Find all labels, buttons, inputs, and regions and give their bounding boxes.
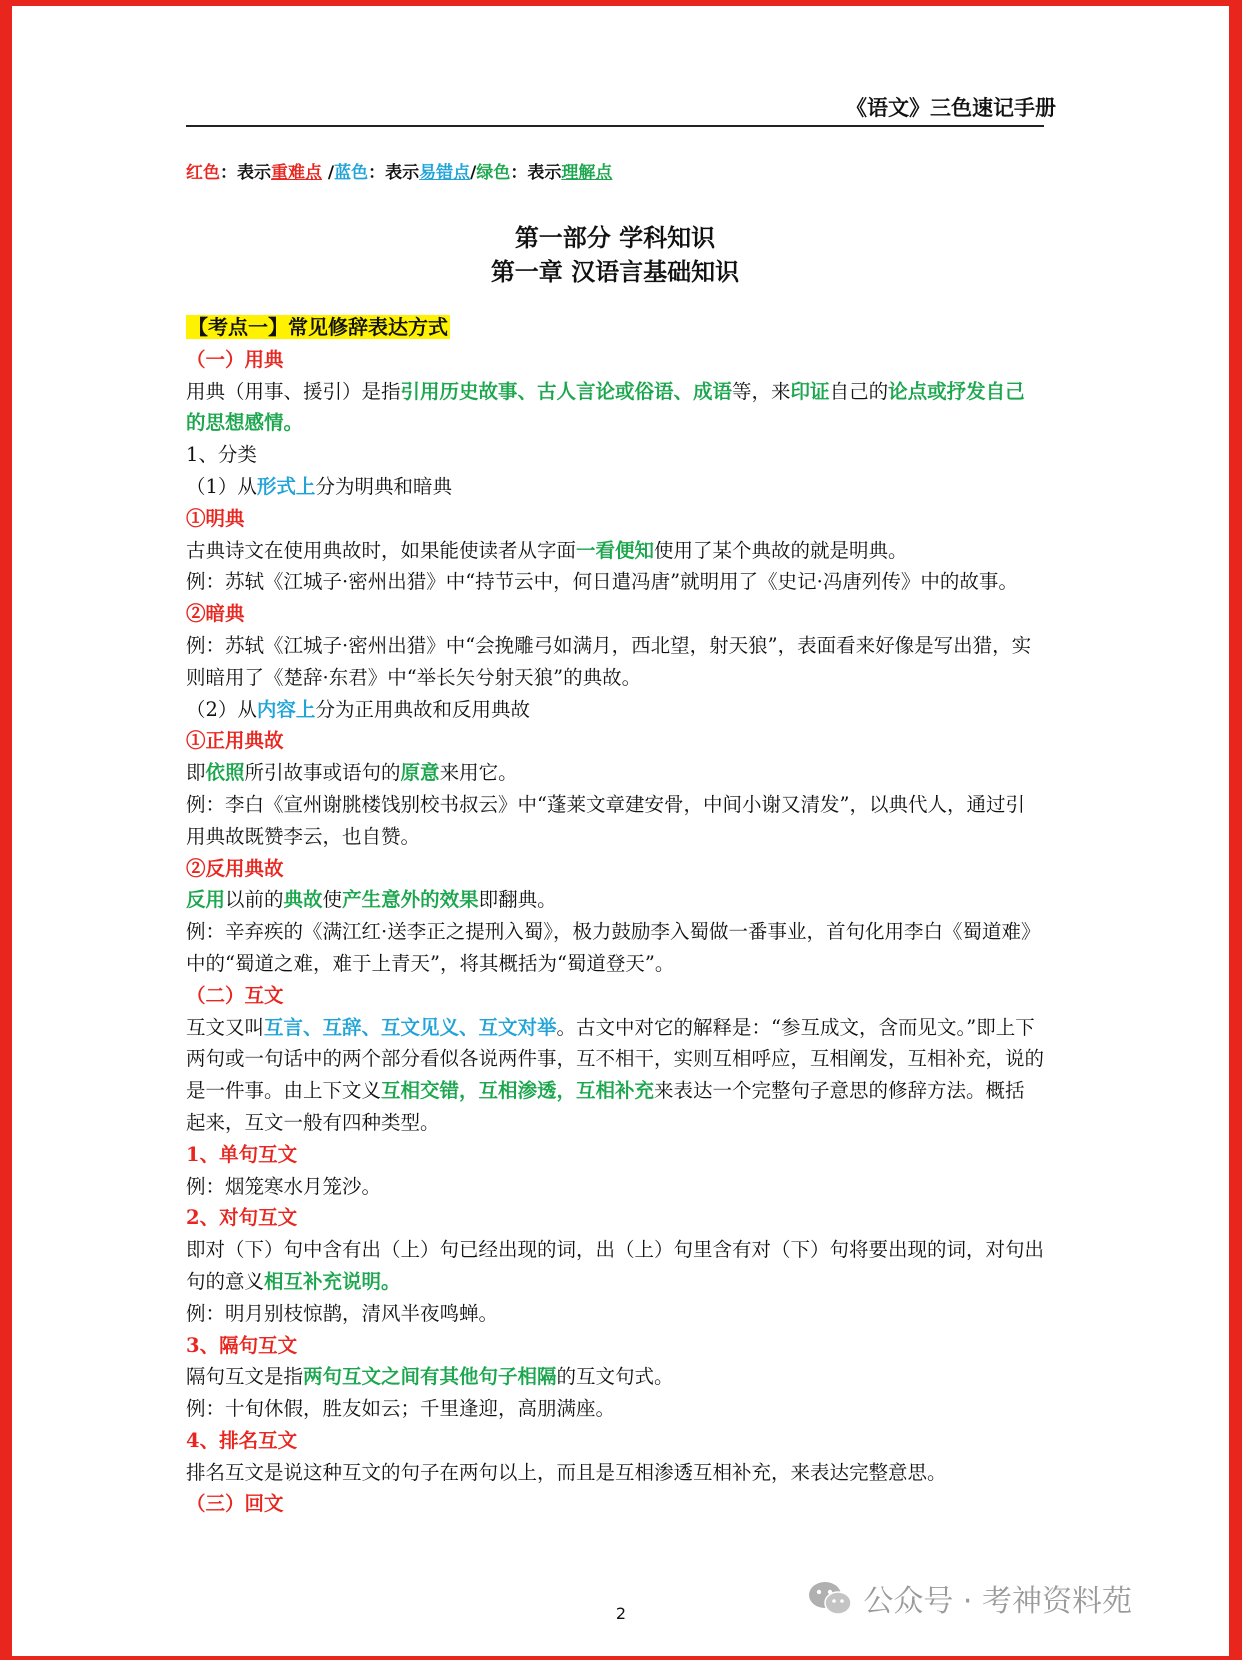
section-title: （一）用典 (186, 347, 284, 371)
example: 例：烟笼寒水月笼沙。 (186, 1174, 382, 1198)
subsection-title: 2、对句互文 (186, 1206, 298, 1230)
paragraph: （1）从形式上分为明典和暗典 (186, 474, 452, 498)
subsection-title: ②暗典 (186, 602, 245, 626)
paragraph: 即对（下）句中含有出（上）句已经出现的词，出（上）句里含有对（下）句将要出现的词，对句出句的意义相互补充说明。 (186, 1238, 1045, 1293)
subsection-title: 4、排名互文 (186, 1428, 298, 1452)
legend-green-desc: ：表示 (510, 163, 562, 183)
watermark (807, 1576, 1132, 1620)
paragraph: 反用以前的典故使产生意外的效果即翻典。 (186, 888, 557, 912)
document-body (186, 312, 1044, 1520)
example: 例：李白《宣州谢朓楼饯别校书叔云》中“蓬莱文章建安骨，中间小谢又清发”，以典代人，通过引用典故既赞李云，也自赞。 (186, 792, 1025, 848)
legend-blue-label: 蓝色 (334, 163, 369, 183)
legend-blue-key: 易错点 (419, 163, 471, 183)
chapter-title: 第一章 汉语言基础知识 (490, 257, 740, 286)
example: 例：明月别枝惊鹊，清风半夜鸣蝉。 (186, 1301, 499, 1325)
paragraph: 隔句互文是指两句互文之间有其他句子相隔的互文句式。 (186, 1365, 674, 1389)
kaodian-heading: 【考点一】常见修辞表达方式 (188, 315, 448, 339)
legend-sep: / (322, 163, 335, 183)
subsection-title: ①正用典故 (186, 729, 284, 753)
legend-red-key: 重难点 (271, 163, 322, 183)
subsection-title: ①明典 (186, 506, 245, 530)
wechat-icon (807, 1580, 853, 1616)
paragraph: 排名互文是说这种互文的句子在两句以上，而且是互相渗透互相补充，来表达完整意思。 (186, 1460, 947, 1484)
subsection-title: ②反用典故 (186, 856, 284, 880)
header-divider (186, 125, 1044, 127)
paragraph: 1、分类 (186, 443, 257, 467)
header-title: 《语文》三色速记手册 (846, 95, 1056, 120)
subsection-title: 1、单句互文 (186, 1142, 298, 1166)
legend-green-key: 理解点 (561, 163, 613, 183)
example: 例：苏轼《江城子·密州出猎》中“持节云中，何日遣冯唐”就明用了《史记·冯唐列传》中的故事。 (186, 570, 1018, 594)
section-title: （三）回文 (186, 1492, 284, 1516)
legend-red-desc: ：表示 (220, 163, 271, 183)
paragraph: 即依照所引故事或语句的原意来用它。 (186, 761, 518, 785)
watermark-text: 公众号 · 考神资料苑 (863, 1584, 1132, 1619)
legend-sep: / (470, 163, 477, 183)
legend-green-label: 绿色 (476, 163, 511, 183)
legend-blue-desc: ：表示 (368, 163, 420, 183)
example: 例：十旬休假，胜友如云；千里逢迎，高朋满座。 (186, 1397, 616, 1421)
paragraph: 互文又叫互言、互辞、互文见义、互文对举。古文中对它的解释是：“参互成文，含而见文。”即上下两句或一句话中的两个部分看似各说两件事，互不相干，实则互相呼应，互相阐发，互相补充，说的是一件事。由上下文义互相交错，互相渗透，互相补充来表达一个完整句子意思的修辞方法。概括起来，互文一般有四种类型。 (186, 1015, 1045, 1134)
example: 例：苏轼《江城子·密州出猎》中“会挽雕弓如满月，西北望，射天狼”，表面看来好像是写出猎，实则暗用了《楚辞·东君》中“举长矢兮射天狼”的典故。 (186, 633, 1032, 689)
subsection-title: 3、隔句互文 (186, 1333, 298, 1357)
paragraph: （2）从内容上分为正用典故和反用典故 (186, 697, 530, 721)
page-number: 2 (615, 1604, 627, 1623)
example: 例：辛弃疾的《满江红·送李正之提刑入蜀》，极力鼓励李入蜀做一番事业，首句化用李白《蜀道难》中的“蜀道之难，难于上青天”，将其概括为“蜀道登天”。 (186, 920, 1041, 975)
color-legend (186, 158, 612, 183)
section-title: （二）互文 (186, 983, 284, 1007)
legend-red-label: 红色 (186, 163, 220, 183)
part-title: 第一部分 学科知识 (514, 223, 716, 252)
paragraph: 古典诗文在使用典故时，如果能使读者从字面一看便知使用了某个典故的就是明典。 (186, 538, 908, 562)
paragraph: 用典（用事、援引）是指引用历史故事、古人言论或俗语、成语等，来印证自己的论点或抒发自己的思想感情。 (186, 379, 1025, 435)
